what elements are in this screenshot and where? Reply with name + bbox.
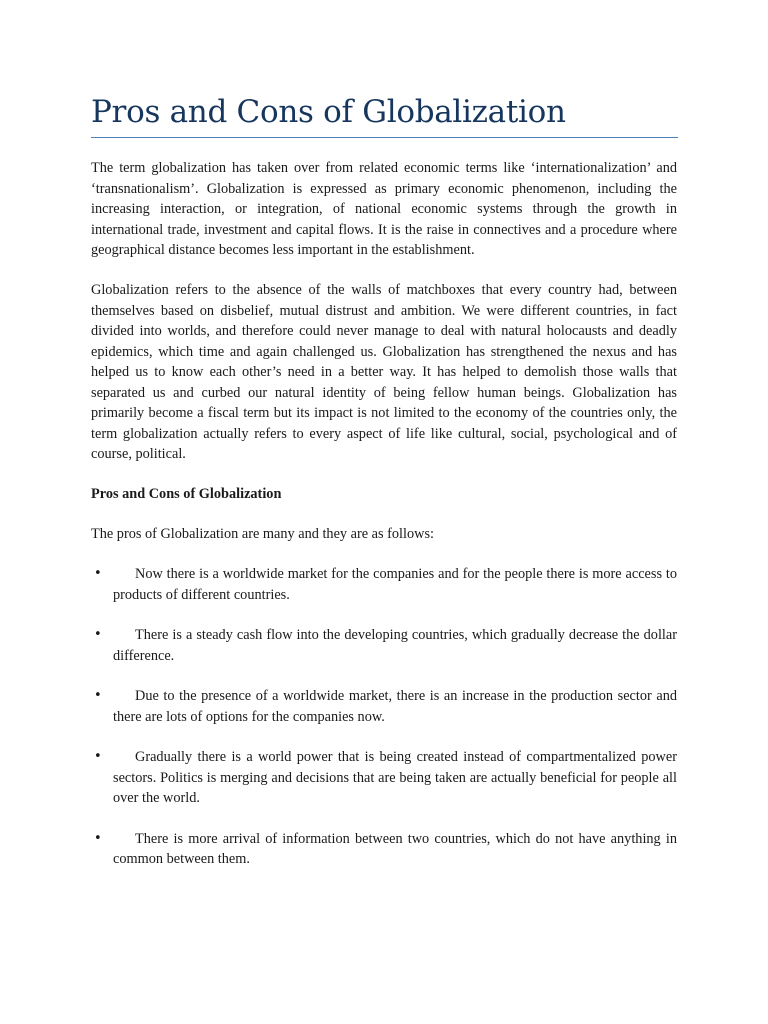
list-item-text: There is a steady cash flow into the developing countries, which gradually decrease the dollar difference.: [113, 627, 677, 664]
bullet-icon: •: [94, 688, 102, 703]
list-item: [0, 686, 768, 727]
paragraph-definition: The term globalization has taken over from related economic terms like ‘internationalization’ and ‘transnationalism’. Globalization is expressed as primary economic phenomenon, including the increasing interaction, or integration, of national economic systems through the growth in international trade, investment and capital flows. It is the raise in connectives and a procedure where geographical distance becomes less important in the establishment.: [91, 160, 677, 258]
list-item: [0, 625, 768, 666]
pros-list: [0, 564, 768, 890]
bullet-icon: •: [94, 749, 102, 764]
document-title: Pros and Cons of Globalization: [91, 94, 566, 130]
bullet-icon: •: [94, 627, 102, 642]
list-item-text: Gradually there is a world power that is being created instead of compartmentalized power sectors. Politics is merging and decisions that are being taken are actually beneficial for people all over the world.: [113, 749, 677, 806]
pros-intro: The pros of Globalization are many and they are as follows:: [91, 526, 435, 542]
title-underline: [91, 137, 678, 138]
paragraph-walls: Globalization refers to the absence of the walls of matchboxes that every country had, between themselves based on disbelief, mutual distrust and ambition. We were different countries, in fact divided into worlds, and therefore could never manage to deal with natural holocausts and deadly epidemics, which time and again challenged us. Globalization has strengthened the nexus and has helped us to know each other’s need in a better way. It has helped to demolish those walls that separated us and curbed our natural identity of being fellow human beings. Globalization has primarily become a fiscal term but its impact is not limited to the economy of the countries only, the term globalization actually refers to every aspect of life like cultural, social, psychological and of course, political.: [91, 282, 677, 462]
list-item-text: There is more arrival of information between two countries, which do not have anything in common between them.: [113, 830, 677, 867]
bullet-icon: •: [94, 566, 102, 581]
bullet-icon: •: [94, 830, 102, 846]
list-item-text: Now there is a worldwide market for the companies and for the people there is more access to products of different countries.: [113, 566, 677, 603]
list-item: [0, 829, 768, 870]
section-heading: Pros and Cons of Globalization: [91, 486, 282, 502]
list-item-text: Due to the presence of a worldwide market, there is an increase in the production sector and there are lots of options for the companies now.: [113, 688, 677, 725]
list-item: [0, 747, 768, 809]
list-item: [0, 564, 768, 605]
